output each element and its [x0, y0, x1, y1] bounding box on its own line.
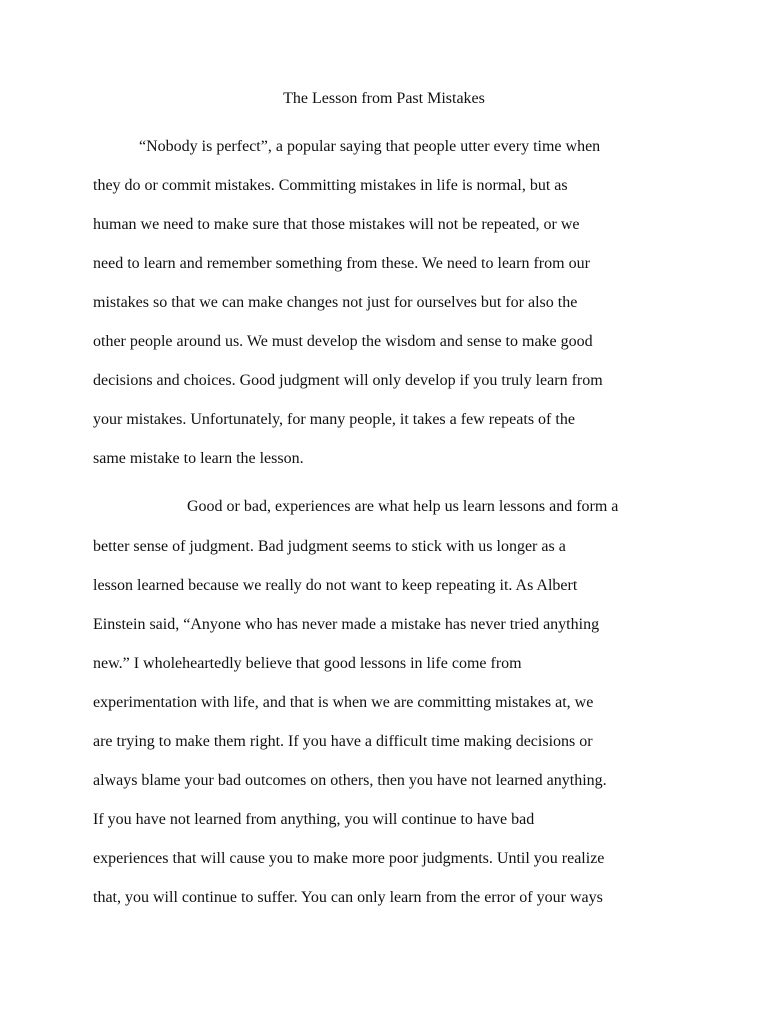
paragraph-1-line-1: “Nobody is perfect”, a popular saying that people utter every time when	[139, 138, 601, 155]
paragraph-2-line-3: lesson learned because we really do not want to keep repeating it. As Albert	[93, 577, 578, 594]
paragraph-2-line-1: Good or bad, experiences are what help us learn lessons and form a	[187, 498, 619, 515]
paragraph-2-line-2: better sense of judgment. Bad judgment seems to stick with us longer as a	[93, 538, 566, 555]
paragraph-2-line-11: that, you will continue to suffer. You can only learn from the error of your ways	[93, 889, 603, 906]
paragraph-2-line-7: are trying to make them right. If you have a difficult time making decisions or	[93, 733, 593, 750]
paragraph-1-line-2: they do or commit mistakes. Committing mistakes in life is normal, but as	[93, 177, 568, 194]
paragraph-1-line-7: decisions and choices. Good judgment will only develop if you truly learn from	[93, 372, 603, 389]
document-title: The Lesson from Past Mistakes	[283, 90, 485, 107]
paragraph-1-line-8: your mistakes. Unfortunately, for many people, it takes a few repeats of the	[93, 411, 575, 428]
paragraph-1-line-9: same mistake to learn the lesson.	[93, 450, 304, 467]
paragraph-2-line-8: always blame your bad outcomes on others, then you have not learned anything.	[93, 772, 607, 789]
paragraph-2-line-5: new.” I wholeheartedly believe that good lessons in life come from	[93, 655, 522, 672]
paragraph-1-line-6: other people around us. We must develop the wisdom and sense to make good	[93, 333, 593, 350]
paragraph-2-line-10: experiences that will cause you to make more poor judgments. Until you realize	[93, 850, 605, 867]
paragraph-1-line-3: human we need to make sure that those mistakes will not be repeated, or we	[93, 216, 580, 233]
paragraph-2-line-9: If you have not learned from anything, you will continue to have bad	[93, 811, 535, 828]
paragraph-2-line-4: Einstein said, “Anyone who has never made a mistake has never tried anything	[93, 616, 600, 633]
paragraph-2-line-6: experimentation with life, and that is when we are committing mistakes at, we	[93, 694, 594, 711]
paragraph-1-line-5: mistakes so that we can make changes not just for ourselves but for also the	[93, 294, 578, 311]
paragraph-1-line-4: need to learn and remember something from these. We need to learn from our	[93, 255, 590, 272]
